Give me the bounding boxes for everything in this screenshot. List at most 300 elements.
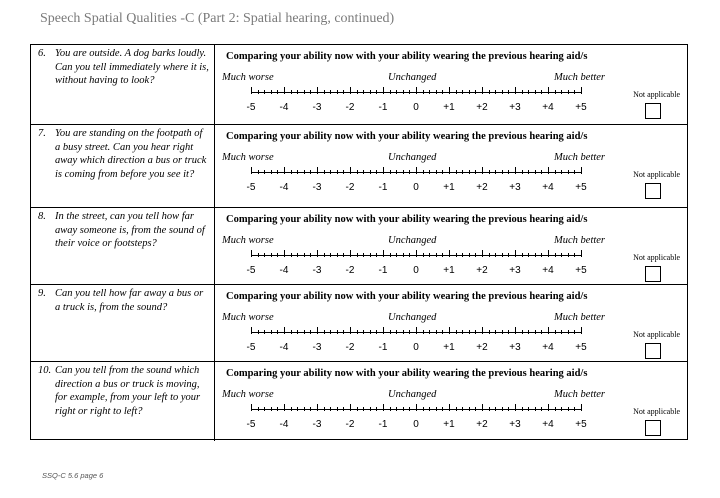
ruler-minor-tick — [568, 253, 569, 257]
ruler-minor-tick — [370, 170, 371, 174]
ruler-major-tick — [251, 250, 252, 257]
ruler-minor-tick — [462, 253, 463, 257]
rating-ruler[interactable] — [251, 326, 581, 334]
ruler-minor-tick — [337, 90, 338, 94]
ruler-minor-tick — [376, 330, 377, 334]
scale-value-label[interactable]: 0 — [413, 419, 419, 430]
scale-value-label[interactable]: +2 — [476, 342, 488, 353]
ruler-major-tick — [350, 167, 351, 174]
scale-value-label[interactable]: +2 — [476, 265, 488, 276]
scale-value-label[interactable]: 0 — [413, 265, 419, 276]
ruler-major-tick — [581, 87, 582, 94]
anchor-much-better: Much better — [554, 312, 606, 323]
question-text: In the street, can you tell how far away someone is, from the sound of their voice or footsteps? — [55, 211, 205, 249]
ruler-minor-tick — [462, 407, 463, 411]
ruler-major-tick — [317, 327, 318, 334]
scale-header: Comparing your ability now with your ability wearing the previous hearing aid/s — [226, 291, 588, 302]
scale-value-label[interactable]: -5 — [246, 265, 256, 276]
ruler-minor-tick — [502, 170, 503, 174]
ruler-minor-tick — [409, 90, 410, 94]
ruler-minor-tick — [343, 170, 344, 174]
scale-value-label[interactable]: +4 — [542, 102, 554, 113]
ruler-major-tick — [548, 250, 549, 257]
ruler-major-tick — [416, 250, 417, 257]
ruler-minor-tick — [522, 90, 523, 94]
ruler-minor-tick — [475, 407, 476, 411]
scale-value-label[interactable]: +5 — [575, 265, 587, 276]
ruler-minor-tick — [409, 330, 410, 334]
ruler-minor-tick — [469, 407, 470, 411]
rating-scale — [215, 362, 687, 441]
scale-value-label[interactable]: +4 — [542, 419, 554, 430]
ruler-minor-tick — [376, 407, 377, 411]
ruler-minor-tick — [304, 253, 305, 257]
ruler-major-tick — [581, 327, 582, 334]
scale-value-label[interactable]: -1 — [378, 419, 388, 430]
rating-scale — [215, 45, 687, 124]
ruler-major-tick — [317, 87, 318, 94]
ruler-minor-tick — [508, 407, 509, 411]
ruler-minor-tick — [456, 253, 457, 257]
scale-value-label[interactable]: -1 — [378, 102, 388, 113]
ruler-minor-tick — [310, 90, 311, 94]
page-title: Speech Spatial Qualities -C (Part 2: Spatial hearing, continued) — [40, 11, 395, 26]
ruler-major-tick — [548, 87, 549, 94]
ruler-minor-tick — [436, 330, 437, 334]
not-applicable-label: Not applicable — [633, 407, 680, 416]
ruler-minor-tick — [337, 170, 338, 174]
scale-value-label[interactable]: -3 — [312, 342, 322, 353]
ruler-minor-tick — [304, 330, 305, 334]
page-footer: SSQ-C 5.6 page 6 — [42, 471, 104, 480]
ruler-minor-tick — [304, 170, 305, 174]
ruler-major-tick — [317, 250, 318, 257]
ruler-minor-tick — [324, 90, 325, 94]
ruler-minor-tick — [376, 253, 377, 257]
ruler-major-tick — [284, 327, 285, 334]
scale-value-label[interactable]: +5 — [575, 342, 587, 353]
ruler-minor-tick — [390, 90, 391, 94]
question-row — [31, 45, 687, 125]
scale-value-label[interactable]: -3 — [312, 182, 322, 193]
scale-value-label[interactable]: -3 — [312, 419, 322, 430]
ruler-minor-tick — [495, 407, 496, 411]
ruler-minor-tick — [390, 407, 391, 411]
ruler-minor-tick — [489, 90, 490, 94]
ruler-minor-tick — [357, 330, 358, 334]
ruler-minor-tick — [475, 90, 476, 94]
rating-ruler[interactable] — [251, 249, 581, 257]
scale-value-label[interactable]: 0 — [413, 182, 419, 193]
ruler-minor-tick — [357, 407, 358, 411]
ruler-minor-tick — [574, 330, 575, 334]
ruler-minor-tick — [469, 170, 470, 174]
ruler-minor-tick — [396, 407, 397, 411]
not-applicable-checkbox[interactable] — [645, 103, 661, 119]
ruler-minor-tick — [363, 170, 364, 174]
anchor-unchanged: Unchanged — [388, 152, 437, 163]
ruler-minor-tick — [574, 170, 575, 174]
scale-header: Comparing your ability now with your ability wearing the previous hearing aid/s — [226, 131, 588, 142]
question-number: 9. — [38, 288, 46, 299]
ruler-minor-tick — [264, 330, 265, 334]
ruler-minor-tick — [423, 170, 424, 174]
scale-value-label[interactable]: -5 — [246, 342, 256, 353]
ruler-minor-tick — [469, 330, 470, 334]
ruler-minor-tick — [376, 170, 377, 174]
not-applicable-label: Not applicable — [633, 253, 680, 262]
scale-value-label[interactable]: -2 — [345, 265, 355, 276]
ruler-minor-tick — [568, 407, 569, 411]
scale-value-label[interactable]: +4 — [542, 342, 554, 353]
ruler-major-tick — [482, 250, 483, 257]
anchor-much-worse: Much worse — [222, 72, 274, 83]
question-row — [31, 208, 687, 285]
ruler-minor-tick — [475, 253, 476, 257]
ruler-minor-tick — [436, 90, 437, 94]
anchor-much-worse: Much worse — [222, 389, 274, 400]
scale-value-label[interactable]: +3 — [509, 102, 521, 113]
ruler-minor-tick — [291, 170, 292, 174]
ruler-minor-tick — [258, 90, 259, 94]
scale-value-label[interactable]: +4 — [542, 265, 554, 276]
anchor-unchanged: Unchanged — [388, 235, 437, 246]
ruler-major-tick — [284, 404, 285, 411]
ruler-minor-tick — [277, 253, 278, 257]
ruler-major-tick — [548, 404, 549, 411]
ruler-minor-tick — [363, 330, 364, 334]
scale-value-label[interactable]: +1 — [443, 265, 455, 276]
question-text: Can you tell how far away a bus or a truck is, from the sound? — [55, 288, 204, 313]
not-applicable-label: Not applicable — [633, 330, 680, 339]
question-text: You are standing on the footpath of a busy street. Can you hear right away which direction a bus or truck is coming from before you see it? — [55, 128, 207, 180]
ruler-minor-tick — [396, 90, 397, 94]
ruler-minor-tick — [429, 330, 430, 334]
scale-value-label[interactable]: +3 — [509, 419, 521, 430]
ruler-minor-tick — [469, 253, 470, 257]
scale-value-label[interactable]: -1 — [378, 265, 388, 276]
scale-value-label[interactable]: -4 — [279, 342, 289, 353]
ruler-minor-tick — [310, 253, 311, 257]
ruler-minor-tick — [489, 170, 490, 174]
ruler-minor-tick — [502, 253, 503, 257]
ruler-minor-tick — [568, 330, 569, 334]
scale-value-label[interactable]: -1 — [378, 182, 388, 193]
scale-value-label[interactable]: +2 — [476, 182, 488, 193]
ruler-minor-tick — [324, 170, 325, 174]
ruler-major-tick — [383, 404, 384, 411]
ruler-minor-tick — [535, 407, 536, 411]
ruler-minor-tick — [462, 90, 463, 94]
scale-value-label[interactable]: +2 — [476, 419, 488, 430]
question-cell — [31, 362, 215, 441]
ruler-minor-tick — [403, 407, 404, 411]
scale-value-label[interactable]: -5 — [246, 419, 256, 430]
scale-value-label[interactable]: -2 — [345, 342, 355, 353]
anchor-unchanged: Unchanged — [388, 389, 437, 400]
ruler-minor-tick — [324, 253, 325, 257]
scale-value-label[interactable]: +2 — [476, 102, 488, 113]
ruler-minor-tick — [390, 170, 391, 174]
ruler-minor-tick — [561, 170, 562, 174]
scale-value-label[interactable]: 0 — [413, 102, 419, 113]
scale-value-label[interactable]: -4 — [279, 265, 289, 276]
scale-value-label[interactable]: -2 — [345, 182, 355, 193]
scale-value-label[interactable]: -1 — [378, 342, 388, 353]
ruler-minor-tick — [277, 330, 278, 334]
question-row — [31, 125, 687, 208]
ruler-minor-tick — [330, 330, 331, 334]
ruler-minor-tick — [555, 90, 556, 94]
ruler-minor-tick — [429, 407, 430, 411]
ruler-minor-tick — [337, 407, 338, 411]
ruler-minor-tick — [277, 170, 278, 174]
question-cell — [31, 125, 215, 207]
ruler-minor-tick — [528, 253, 529, 257]
anchor-much-worse: Much worse — [222, 152, 274, 163]
ruler-major-tick — [416, 87, 417, 94]
ruler-minor-tick — [495, 170, 496, 174]
scale-labels — [246, 102, 587, 116]
scale-value-label[interactable]: +5 — [575, 419, 587, 430]
ruler-major-tick — [284, 250, 285, 257]
ruler-major-tick — [251, 87, 252, 94]
ruler-minor-tick — [370, 90, 371, 94]
anchor-much-better: Much better — [554, 235, 606, 246]
ruler-minor-tick — [390, 330, 391, 334]
not-applicable-checkbox[interactable] — [645, 420, 661, 436]
ruler-minor-tick — [508, 330, 509, 334]
ruler-minor-tick — [555, 253, 556, 257]
ruler-major-tick — [383, 167, 384, 174]
scale-value-label[interactable]: -5 — [246, 102, 256, 113]
scale-value-label[interactable]: +4 — [542, 182, 554, 193]
ruler-major-tick — [515, 167, 516, 174]
ruler-minor-tick — [330, 90, 331, 94]
ruler-minor-tick — [489, 253, 490, 257]
ruler-minor-tick — [535, 253, 536, 257]
not-applicable-label: Not applicable — [633, 170, 680, 179]
scale-header: Comparing your ability now with your ability wearing the previous hearing aid/s — [226, 214, 588, 225]
ruler-minor-tick — [324, 407, 325, 411]
ruler-minor-tick — [489, 330, 490, 334]
ruler-major-tick — [449, 404, 450, 411]
ruler-minor-tick — [541, 90, 542, 94]
ruler-minor-tick — [310, 170, 311, 174]
scale-value-label[interactable]: -4 — [279, 102, 289, 113]
ruler-major-tick — [416, 327, 417, 334]
ruler-minor-tick — [462, 170, 463, 174]
scale-value-label[interactable]: +1 — [443, 102, 455, 113]
ruler-minor-tick — [357, 170, 358, 174]
question-number: 7. — [38, 128, 46, 139]
ruler-minor-tick — [330, 170, 331, 174]
ruler-minor-tick — [343, 330, 344, 334]
scale-value-label[interactable]: -3 — [312, 265, 322, 276]
ruler-minor-tick — [277, 90, 278, 94]
scale-value-label[interactable]: +3 — [509, 182, 521, 193]
ruler-minor-tick — [495, 90, 496, 94]
anchor-much-better: Much better — [554, 152, 606, 163]
ruler-minor-tick — [555, 407, 556, 411]
ruler-major-tick — [284, 87, 285, 94]
scale-value-label[interactable]: +3 — [509, 265, 521, 276]
ruler-minor-tick — [271, 90, 272, 94]
ruler-minor-tick — [297, 330, 298, 334]
ruler-major-tick — [449, 167, 450, 174]
ruler-major-tick — [284, 167, 285, 174]
rating-ruler[interactable] — [251, 166, 581, 174]
scale-labels — [246, 265, 587, 279]
ruler-minor-tick — [423, 90, 424, 94]
scale-value-label[interactable]: -4 — [279, 419, 289, 430]
rating-ruler[interactable] — [251, 86, 581, 94]
ruler-minor-tick — [258, 253, 259, 257]
ruler-minor-tick — [436, 407, 437, 411]
ruler-minor-tick — [297, 407, 298, 411]
question-row — [31, 362, 687, 441]
not-applicable-checkbox[interactable] — [645, 183, 661, 199]
ruler-minor-tick — [370, 407, 371, 411]
ruler-major-tick — [482, 327, 483, 334]
scale-value-label[interactable]: +5 — [575, 182, 587, 193]
rating-ruler[interactable] — [251, 403, 581, 411]
ruler-minor-tick — [568, 90, 569, 94]
ruler-minor-tick — [541, 253, 542, 257]
ruler-major-tick — [317, 167, 318, 174]
ruler-minor-tick — [390, 253, 391, 257]
ruler-major-tick — [449, 87, 450, 94]
anchor-much-worse: Much worse — [222, 312, 274, 323]
ruler-minor-tick — [337, 253, 338, 257]
ruler-minor-tick — [528, 170, 529, 174]
rating-scale — [215, 285, 687, 361]
anchor-much-worse: Much worse — [222, 235, 274, 246]
ruler-minor-tick — [462, 330, 463, 334]
ruler-minor-tick — [376, 90, 377, 94]
scale-header: Comparing your ability now with your ability wearing the previous hearing aid/s — [226, 51, 588, 62]
scale-value-label[interactable]: -4 — [279, 182, 289, 193]
ruler-major-tick — [449, 250, 450, 257]
ruler-minor-tick — [423, 253, 424, 257]
ruler-minor-tick — [291, 90, 292, 94]
ruler-minor-tick — [442, 330, 443, 334]
ruler-major-tick — [416, 404, 417, 411]
scale-value-label[interactable]: +3 — [509, 342, 521, 353]
ruler-minor-tick — [502, 330, 503, 334]
ruler-minor-tick — [357, 253, 358, 257]
ruler-major-tick — [416, 167, 417, 174]
ruler-minor-tick — [561, 330, 562, 334]
scale-value-label[interactable]: +5 — [575, 102, 587, 113]
ruler-minor-tick — [469, 90, 470, 94]
ruler-minor-tick — [541, 407, 542, 411]
ruler-minor-tick — [409, 170, 410, 174]
scale-value-label[interactable]: 0 — [413, 342, 419, 353]
ruler-minor-tick — [291, 330, 292, 334]
not-applicable-checkbox[interactable] — [645, 266, 661, 282]
ruler-minor-tick — [574, 253, 575, 257]
ruler-minor-tick — [561, 407, 562, 411]
ruler-minor-tick — [357, 90, 358, 94]
ruler-minor-tick — [522, 170, 523, 174]
ruler-minor-tick — [370, 330, 371, 334]
scale-value-label[interactable]: -5 — [246, 182, 256, 193]
ruler-minor-tick — [271, 170, 272, 174]
ruler-minor-tick — [475, 330, 476, 334]
question-number: 6. — [38, 48, 46, 59]
ruler-major-tick — [482, 167, 483, 174]
rating-scale — [215, 125, 687, 207]
scale-labels — [246, 419, 587, 433]
scale-value-label[interactable]: -2 — [345, 102, 355, 113]
ruler-minor-tick — [363, 407, 364, 411]
ruler-minor-tick — [495, 253, 496, 257]
ruler-major-tick — [581, 167, 582, 174]
ruler-minor-tick — [475, 170, 476, 174]
ruler-minor-tick — [310, 407, 311, 411]
ruler-minor-tick — [330, 253, 331, 257]
ruler-minor-tick — [291, 407, 292, 411]
ruler-major-tick — [251, 327, 252, 334]
ruler-minor-tick — [264, 170, 265, 174]
question-cell — [31, 45, 215, 124]
ruler-minor-tick — [363, 90, 364, 94]
ruler-minor-tick — [535, 170, 536, 174]
question-number: 8. — [38, 211, 46, 222]
not-applicable-label: Not applicable — [633, 90, 680, 99]
ruler-major-tick — [548, 167, 549, 174]
ruler-minor-tick — [343, 90, 344, 94]
scale-value-label[interactable]: -2 — [345, 419, 355, 430]
not-applicable-checkbox[interactable] — [645, 343, 661, 359]
anchor-much-better: Much better — [554, 72, 606, 83]
ruler-minor-tick — [502, 90, 503, 94]
ruler-minor-tick — [429, 170, 430, 174]
ruler-major-tick — [581, 404, 582, 411]
ruler-minor-tick — [363, 253, 364, 257]
ruler-minor-tick — [436, 253, 437, 257]
ruler-minor-tick — [403, 330, 404, 334]
ruler-minor-tick — [456, 170, 457, 174]
ruler-minor-tick — [337, 330, 338, 334]
ruler-minor-tick — [555, 330, 556, 334]
scale-value-label[interactable]: +1 — [443, 182, 455, 193]
ruler-minor-tick — [436, 170, 437, 174]
scale-value-label[interactable]: +1 — [443, 419, 455, 430]
ruler-minor-tick — [442, 170, 443, 174]
ruler-minor-tick — [396, 253, 397, 257]
ruler-major-tick — [383, 87, 384, 94]
ruler-minor-tick — [271, 407, 272, 411]
question-cell — [31, 208, 215, 284]
rating-scale — [215, 208, 687, 284]
scale-value-label[interactable]: +1 — [443, 342, 455, 353]
ruler-minor-tick — [423, 330, 424, 334]
ruler-minor-tick — [561, 90, 562, 94]
ruler-minor-tick — [522, 330, 523, 334]
ruler-minor-tick — [264, 90, 265, 94]
scale-header: Comparing your ability now with your ability wearing the previous hearing aid/s — [226, 368, 588, 379]
ruler-minor-tick — [271, 330, 272, 334]
ruler-minor-tick — [456, 90, 457, 94]
ruler-minor-tick — [297, 90, 298, 94]
ruler-major-tick — [449, 327, 450, 334]
scale-value-label[interactable]: -3 — [312, 102, 322, 113]
ruler-minor-tick — [561, 253, 562, 257]
ruler-minor-tick — [258, 330, 259, 334]
ruler-minor-tick — [522, 407, 523, 411]
